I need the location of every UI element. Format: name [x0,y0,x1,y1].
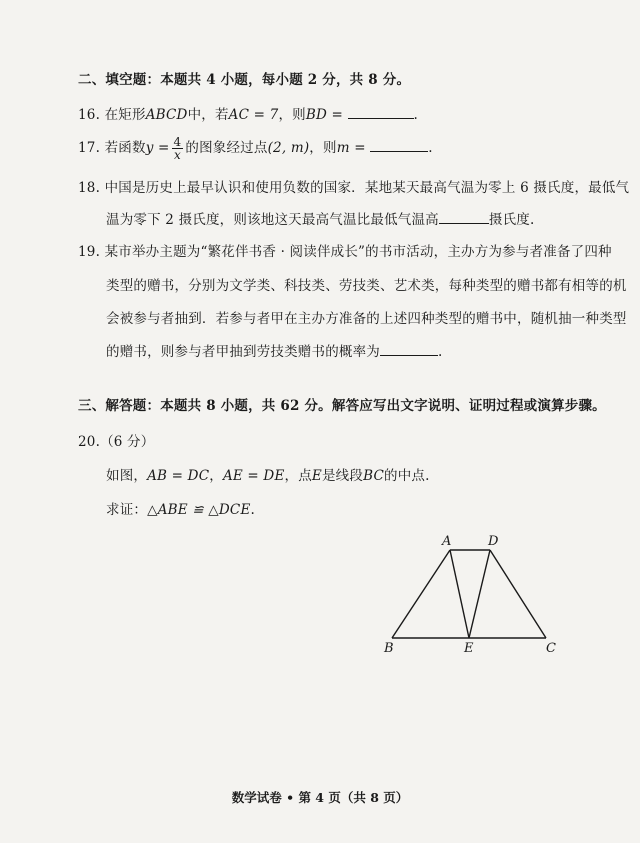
geometry-figure [370,530,570,660]
segment-ab [392,550,450,638]
section3-heading: 三、解答题：本题共 8 小题，共 62 分。解答应写出文字说明、证明过程或演算步骤。 [78,398,606,414]
question-19-line3: 会被参与者抽到．若参与者甲在主办方准备的上述四种类型的赠书中，随机抽一种类型 [106,311,627,327]
page-footer: 数学试卷 • 第 4 页（共 8 页） [231,790,409,805]
answer-blank-18[interactable] [439,211,489,224]
question-18-line2: 温为零下 2 摄氏度，则该地这天最高气温比最低气温高 摄氏度. [106,212,535,228]
segment-dc [490,550,546,638]
question-20-line1: 如图，AB = DC，AE = DE，点E是线段BC的中点. [106,468,430,484]
answer-blank-17[interactable] [370,139,428,152]
question-20-line2: 求证：△ABE ≌ △DCE. [106,502,256,518]
question-20-number: 20.（6 分） [78,434,155,450]
question-18-line1: 18. 中国是历史上最早认识和使用负数的国家．某地某天最高气温为零上 6 摄氏度，最低气 [78,180,630,196]
question-17: 17. 若函数y = $\frac{4}{x}$ 的图象经过点(2, m)，则m = . [78,135,433,162]
question-19-line2: 类型的赠书，分别为文学类、科技类、劳技类、艺术类，每种类型的赠书都有相等的机 [106,278,627,294]
label-a: A [442,534,452,549]
answer-blank-19[interactable] [380,343,438,356]
label-d: D [488,534,499,549]
section2-heading: 二、填空题：本题共 4 小题，每小题 2 分，共 8 分。 [78,72,411,88]
label-b: B [384,641,394,656]
label-c: C [546,641,556,656]
question-19-line1: 19. 某市举办主题为“繁花伴书香 · 阅读伴成长”的书市活动，主办方为参与者准备了四种 [78,244,612,260]
fraction: $\frac{4}{x}$ [173,135,182,162]
segment-de [469,550,490,638]
segment-ae [450,550,469,638]
label-e: E [464,641,474,656]
question-16: 16. 在矩形ABCD中，若AC = 7，则BD = . [78,107,418,123]
question-19-line4: 的赠书，则参与者甲抽到劳技类赠书的概率为 . [106,344,443,360]
answer-blank-16[interactable] [348,106,414,119]
